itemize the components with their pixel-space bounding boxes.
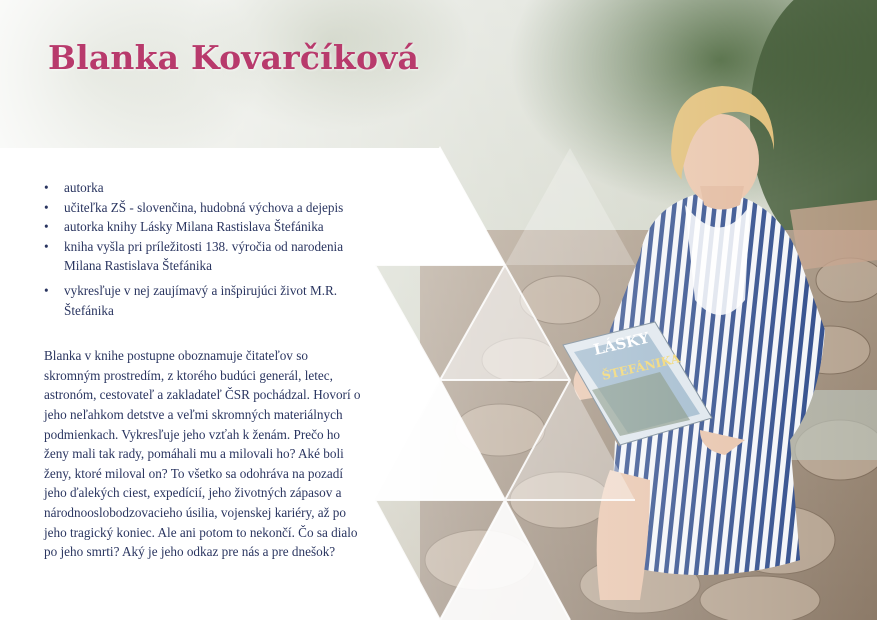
bio-paragraph: Blanka v knihe postupne oboznamuje čitateľov so skromným prostredím, z ktorého budúci generál, letec, astronóm, cestovateľ a zakladateľ ČSR pochádzal. Hovorí o jeho neľahkom detstve a veľmi skromných materiálnych podmienkach. Vykresľuje jeho vzťah k ženám. Prečo ho ženy mali tak rady, pomáhali mu a milovali ho? Aké boli ženy, ktoré miloval on? To všetko sa odohráva na pozadí jeho ďalekých ciest, expedícií, jeho životných zápasov a národnooslobodzovacieho úsilia, vojenskej kariéry, až po jeho tragický koniec. Ale ani potom to nekončí. Čo sa dialo po jeho smrti? Aký je jeho odkaz pre nás a pre dnešok? [44, 348, 361, 560]
list-item: • kniha vyšla pri príležitosti 138. výročia od narodenia Milana Rastislava Štefánika [64, 237, 364, 276]
bio-text [44, 178, 364, 562]
list-item: • vykresľuje v nej zaujímavý a inšpirujúci život M.R. Štefánika [64, 281, 364, 320]
list-item: • autorka [64, 178, 364, 198]
list-item: • autorka knihy Lásky Milana Rastislava Štefánika [64, 217, 364, 237]
bio-bullet-list [44, 178, 364, 320]
page-title: Blanka Kovarčíková [48, 38, 420, 77]
list-item: • učiteľka ZŠ - slovenčina, hudobná výchova a dejepis [64, 198, 364, 218]
